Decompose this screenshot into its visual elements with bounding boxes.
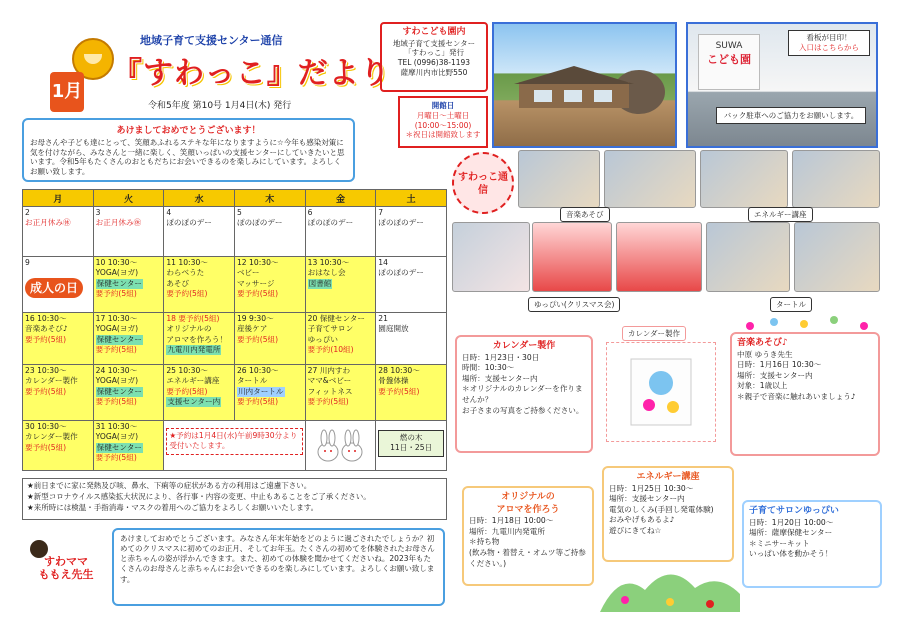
center-line2: 「すわっこ」発行 [404, 48, 464, 58]
day-cell: 19 9:30～ 産後ケア 要予約(5組) [234, 313, 305, 365]
day-cell: 24 10:30～ YOGA(ヨガ) 保健センター 要予約(5組) [93, 365, 164, 421]
building-drawing [494, 24, 675, 146]
hours-box [398, 96, 488, 148]
sign-plate-bottom: こども園 [707, 53, 751, 66]
day-cell: 7 ぽのぽのデー [376, 207, 447, 257]
day-cell: 10 10:30～ YOGA(ヨガ) 保健センター 要予約(5組) [93, 257, 164, 313]
day-cell: 16 10:30～ 音楽あそび♪ 要予約(5組) [23, 313, 94, 365]
day-cell: 26 10:30～ タートル 川内タートル 要予約(5組) [234, 365, 305, 421]
day-cell: 3 お正月休み㊡ [93, 207, 164, 257]
sign-note-line2: 入口はこちらから [799, 43, 859, 53]
energy-photo-1 [604, 150, 696, 208]
decor-dot [830, 316, 838, 324]
turtle-photo-2 [794, 222, 880, 292]
month-badge: 1月 [50, 72, 84, 112]
decoration-cell [305, 421, 376, 471]
calendar-week-2 [23, 257, 447, 313]
sign-plate [698, 34, 760, 90]
label-yuppi: ゆっぴい(クリスマス会) [528, 297, 620, 312]
decor-dot [770, 318, 778, 326]
parking-note: バック駐車へのご協力をお願いします。 [716, 107, 866, 124]
day-cell: 25 10:30～ エネルギー講座 要予約(5組) 支援センター内 [164, 365, 235, 421]
hours-time: (10:00～15:00) [414, 120, 472, 130]
weekday-fri: 金 [305, 190, 376, 207]
day-cell: 30 10:30～ カレンダー製作 要予約(5組) [23, 421, 94, 471]
day-cell: 31 10:30～ YOGA(ヨガ) 保健センター 要予約(5組) [93, 421, 164, 471]
calendar-week-4 [23, 365, 447, 421]
day-cell: 2 お正月休み㊡ [23, 207, 94, 257]
weekday-tue: 火 [93, 190, 164, 207]
center-line1: 地域子育て支援センター [392, 38, 476, 48]
event-title: 音楽あそび♪ [737, 338, 788, 348]
day-cell: 11 10:30～ わらべうた あそび 要予約(5組) [164, 257, 235, 313]
note-item: ★来所時には検温・手指消毒・マスクの着用へのご協力をよろしくお願いいたします。 [27, 502, 319, 512]
note-item: ★前日までに家に発熱及び咳、鼻水、下痢等の症状がある方の利用はご遠慮下さい。 [27, 481, 312, 490]
greeting-body: お母さんや子ども達にとって、笑顔あふれるステキな年になりますように☆今年も感染対策に気を付けながら、みなさんと一緒に楽しく、笑顔いっぱいの支援センターにしていきたいと思います。令和5年もたくさんのおともだちにお会いできるのを楽しみにしています。よろしくお願い致します。 [30, 138, 345, 176]
decor-dot [860, 322, 868, 330]
hours-days: 月曜日～土曜日 [416, 110, 470, 120]
greeting-box [22, 118, 355, 182]
weekday-thu: 木 [234, 190, 305, 207]
center-address: 薩摩川内市比野550 [400, 67, 468, 77]
day-cell: 9 成人の日 [23, 257, 94, 313]
event-title: カレンダー製作 [492, 341, 556, 351]
weekday-mon: 月 [23, 190, 94, 207]
event-title: 子育てサロンゆっぴい [749, 506, 839, 516]
hills-illustration [600, 560, 740, 612]
label-turtle: タートル [770, 297, 812, 312]
hours-note: ＊祝日は開館致します [405, 130, 481, 140]
notes-box [22, 478, 447, 520]
calendar-craft-drawing [607, 343, 715, 441]
newsletter-subtitle: 地域子育て支援センター通信 [140, 34, 283, 47]
greeting-heading: あけましておめでとうございます！ [116, 126, 261, 136]
sign-note [788, 30, 870, 56]
music-photo [518, 150, 600, 208]
decor-dot [800, 320, 808, 328]
mama-label-2: ももえ先生 [38, 568, 94, 582]
building-photo [492, 22, 677, 148]
day-cell: 6 ぽのぽのデー [305, 207, 376, 257]
day-cell: 17 10:30～ YOGA(ヨガ) 保健センター 要予約(5組) [93, 313, 164, 365]
energy-photo-2 [700, 150, 788, 208]
day-cell: 14 ぽのぽのデー [376, 257, 447, 313]
event-music: 音楽あそび♪ 中原 ゆうき先生 日時：1月16日 10:30～ 場所：支援センター内 対象：1歳以上 ＊親子で音楽に触れあいましょう♪ [730, 332, 880, 456]
reservation-notice: ★予約は1月4日(水)午前9時30分より受付いたします。 [166, 428, 302, 455]
energy-photo-3 [792, 150, 880, 208]
day-cell: 5 ぽのぽのデー [234, 207, 305, 257]
holiday-badge: 成人の日 [25, 278, 83, 298]
christmas-photo-3 [616, 222, 702, 292]
sign-plate-top: SUWA [715, 41, 743, 51]
center-info-box [380, 22, 488, 92]
day-cell: 27 川内すわ ママ&ベビー フィットネス 要予約(5組) [305, 365, 376, 421]
mama-label [26, 555, 106, 581]
center-tel: TEL (0996)38-1193 [397, 58, 471, 68]
day-cell: 28 10:30～ 骨盤体操 要予約(5組) [376, 365, 447, 421]
calendar-week-3 [23, 313, 447, 365]
reservation-notice-cell [164, 421, 305, 471]
label-calendar: カレンダー製作 [622, 326, 686, 341]
event-aroma: オリジナルの アロマを作ろう 日時：1月18日 10:00～ 場所：九電川内発電所 ＊持ち物 (飲み物・着替え・オムツ等ご持参ください。) [462, 486, 594, 586]
day-cell: 21 園庭開放 [376, 313, 447, 365]
calendar-header-row [23, 190, 447, 207]
event-salon: 子育てサロンゆっぴい 日時：1月20日 10:00～ 場所：薩摩保健センター ＊ミニサーキット いっぱい体を動かそう！ [742, 500, 882, 588]
day-cell: 23 10:30～ カレンダー製作 要予約(5組) [23, 365, 94, 421]
label-music: 音楽あそび [560, 207, 610, 222]
newsletter-title: 『すわっこ』だより [112, 56, 391, 91]
turtle-photo-1 [706, 222, 790, 292]
trash-days: 燃の木 11日・25日 [378, 430, 444, 457]
day-cell: 4 ぽのぽのデー [164, 207, 235, 257]
event-calendar-making: カレンダー製作 日時：1月23日・30日 時間：10:30～ 場所：支援センター内 ＊オリジナルのカレンダーを作りませんか？ お子さまの写真をご持参ください。 [455, 335, 593, 453]
weekday-sat: 土 [376, 190, 447, 207]
note-item: ★新型コロナウイルス感染拡大状況により、各行事・内容の変更、中止もあることをご了承ください。 [27, 491, 371, 501]
trash-cell [376, 421, 447, 471]
label-energy: エネルギー講座 [748, 207, 813, 222]
calendar-week-5 [23, 421, 447, 471]
day-cell: 18 要予約(5組) オリジナルの アロマを作ろう！ 九電川内発電所 [164, 313, 235, 365]
day-cell: 20 保健センター 子育てサロン ゆっぴい 要予約(10組) [305, 313, 376, 365]
day-cell: 12 10:30～ ベビー マッサージ 要予約(5組) [234, 257, 305, 313]
sign-note-line1: 看板が目印！ [806, 33, 852, 42]
event-energy: エネルギー講座 日時：1月25日 10:30～ 場所：支援センター内 電気のしくみ(手回し発電体験) おみやげもあるよ♪ 遊びにきてね☆ [602, 466, 734, 562]
christmas-photo-1 [452, 222, 530, 292]
rabbit-illustration [308, 422, 372, 466]
mama-label-1: すわママ [44, 555, 88, 568]
mama-message-box: あけましておめでとうございます。みなさん年末年始をどのように過ごされたでしょうか？初めてのクリスマスに初めてのお正月、そしてお年玉。たくさんの初めてを体験されたお母さんと赤ちゃんの姿が浮かんできます。また、初めての体験を聞かせてくださいね。2023年もたくさんのお母さんと赤ちゃんにお会いできるのを楽しみにしています。よろしくお願い致します。 [112, 528, 445, 606]
issue-line: 令和5年度 第10号 1月4日(木) 発行 [148, 101, 292, 111]
calendar-week-1 [23, 207, 447, 257]
weekday-wed: 水 [164, 190, 235, 207]
day-cell: 13 10:30～ おはなし会 図書館 [305, 257, 376, 313]
news-badge: すわっこ通信 [452, 152, 514, 214]
calendar-craft-photo [606, 342, 716, 442]
christmas-photo-2 [532, 222, 612, 292]
event-calendar [22, 189, 447, 471]
decor-dot [746, 322, 754, 330]
hours-title: 開館日 [431, 101, 455, 110]
center-name: すわこども園内 [402, 27, 466, 37]
